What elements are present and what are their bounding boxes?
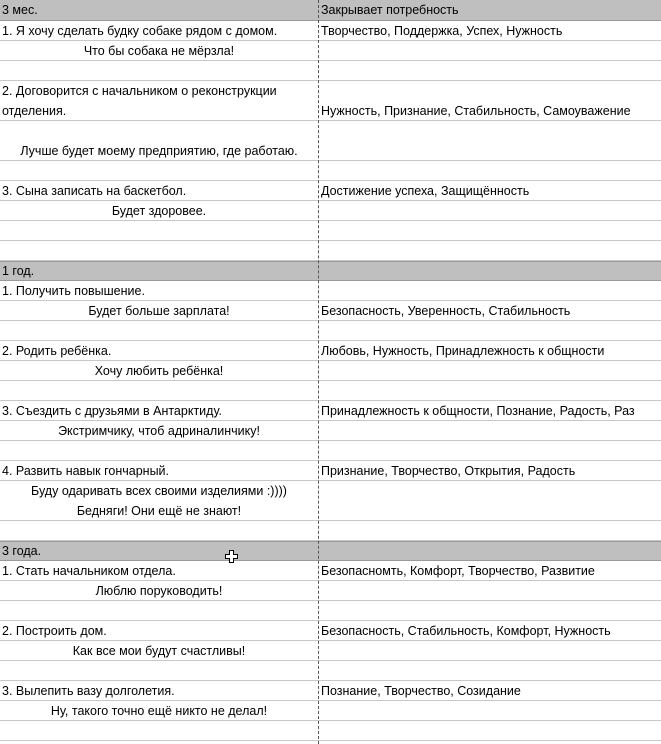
goal-cell: 3. Сына записать на баскетбол. (2, 183, 187, 198)
goal-line-1: 2. Договорится с начальником о реконструкции (2, 83, 277, 98)
column-divider[interactable] (318, 0, 319, 744)
reason-cell: Люблю поруководить! (95, 583, 223, 598)
table-row[interactable] (0, 241, 661, 261)
table-row[interactable] (0, 561, 661, 581)
goal-cell: 1. Получить повышение. (2, 283, 145, 298)
reason-cell: Что бы собака не мёрзла! (83, 43, 235, 58)
section-header-1-year[interactable] (0, 261, 661, 281)
table-row[interactable] (0, 161, 661, 181)
table-row[interactable] (0, 281, 661, 301)
reason-cell: Будет больше зарплата! (88, 303, 230, 318)
table-row[interactable] (0, 401, 661, 421)
table-row[interactable] (0, 301, 661, 321)
needs-cell: Принадлежность к общности, Познание, Радость, Раз (321, 403, 635, 418)
reason-cell (0, 481, 318, 520)
reason-cell: Ну, такого точно ещё никто не делал! (50, 703, 268, 718)
table-row[interactable] (0, 621, 661, 641)
section-title: 3 года. (2, 544, 42, 558)
reason-cell: Лучше будет моему предприятию, где работаю. (20, 144, 298, 158)
needs-cell: Признание, Творчество, Открытия, Радость (321, 463, 576, 478)
table-row[interactable] (0, 641, 661, 661)
needs-cell: Безопаснoмть, Комфорт, Творчество, Развитие (321, 563, 595, 578)
table-row[interactable] (0, 21, 661, 41)
goal-cell: 1. Я хочу сделать будку собаке рядом с домом. (2, 23, 278, 38)
table-row[interactable] (0, 441, 661, 461)
reason-cell: Хочу любить ребёнка! (94, 363, 224, 378)
needs-cell: Творчество, Поддержка, Успех, Нужность (321, 23, 563, 38)
table-row[interactable] (0, 121, 661, 161)
table-row[interactable] (0, 61, 661, 81)
table-row[interactable] (0, 81, 661, 121)
reason-cell: Будет здоровее. (111, 203, 207, 218)
goal-cell (0, 81, 318, 120)
table-row[interactable] (0, 321, 661, 341)
table-row[interactable] (0, 701, 661, 721)
table-row[interactable] (0, 461, 661, 481)
goal-cell: 3. Съездить с друзьями в Антарктиду. (2, 403, 222, 418)
table-row[interactable] (0, 421, 661, 441)
goal-cell: 2. Родить ребёнка. (2, 343, 112, 358)
table-row[interactable] (0, 381, 661, 401)
table-row[interactable] (0, 201, 661, 221)
table-row[interactable] (0, 681, 661, 701)
goal-cell: 4. Развить навык гончарный. (2, 463, 170, 478)
needs-cell: Безопасность, Стабильность, Комфорт, Нужность (321, 623, 611, 638)
section-title: 3 мес. (2, 3, 38, 17)
reason-line-1: Буду одаривать всех своими изделиями :)))) (31, 483, 287, 498)
table-row[interactable] (0, 481, 661, 521)
goal-cell: 1. Стать начальником отдела. (2, 563, 176, 578)
column-header-needs: Закрывает потребность (321, 3, 459, 17)
needs-cell: Безопасность, Уверенность, Стабильность (321, 303, 571, 318)
table-row[interactable] (0, 721, 661, 741)
table-row[interactable] (0, 581, 661, 601)
table-row[interactable] (0, 601, 661, 621)
reason-line-2: Бедняги! Они ещё не знают! (76, 503, 242, 518)
table-row[interactable] (0, 181, 661, 201)
section-header-3-years[interactable] (0, 541, 661, 561)
reason-cell: Как все мои будут счастливы! (72, 643, 246, 658)
goal-cell: 2. Построить дом. (2, 623, 107, 638)
needs-cell: Нужность, Признание, Стабильность, Самоуважение (321, 104, 631, 118)
section-header-3-months[interactable] (0, 0, 661, 21)
cell-select-cursor-icon (225, 550, 238, 563)
reason-cell: Экстримчику, чтоб адриналинчику! (58, 423, 260, 438)
table-row[interactable] (0, 221, 661, 241)
needs-cell: Достижение успеха, Защищённость (321, 183, 530, 198)
table-row[interactable] (0, 521, 661, 541)
needs-cell: Познание, Творчество, Созидание (321, 683, 521, 698)
table-row[interactable] (0, 41, 661, 61)
table-row[interactable] (0, 341, 661, 361)
table-row[interactable] (0, 361, 661, 381)
goal-line-2: отделения. (2, 103, 67, 118)
section-title: 1 год. (2, 264, 35, 278)
goal-cell: 3. Вылепить вазу долголетия. (2, 683, 175, 698)
table-row[interactable] (0, 661, 661, 681)
needs-cell: Любовь, Нужность, Принадлежность к общности (321, 343, 605, 358)
